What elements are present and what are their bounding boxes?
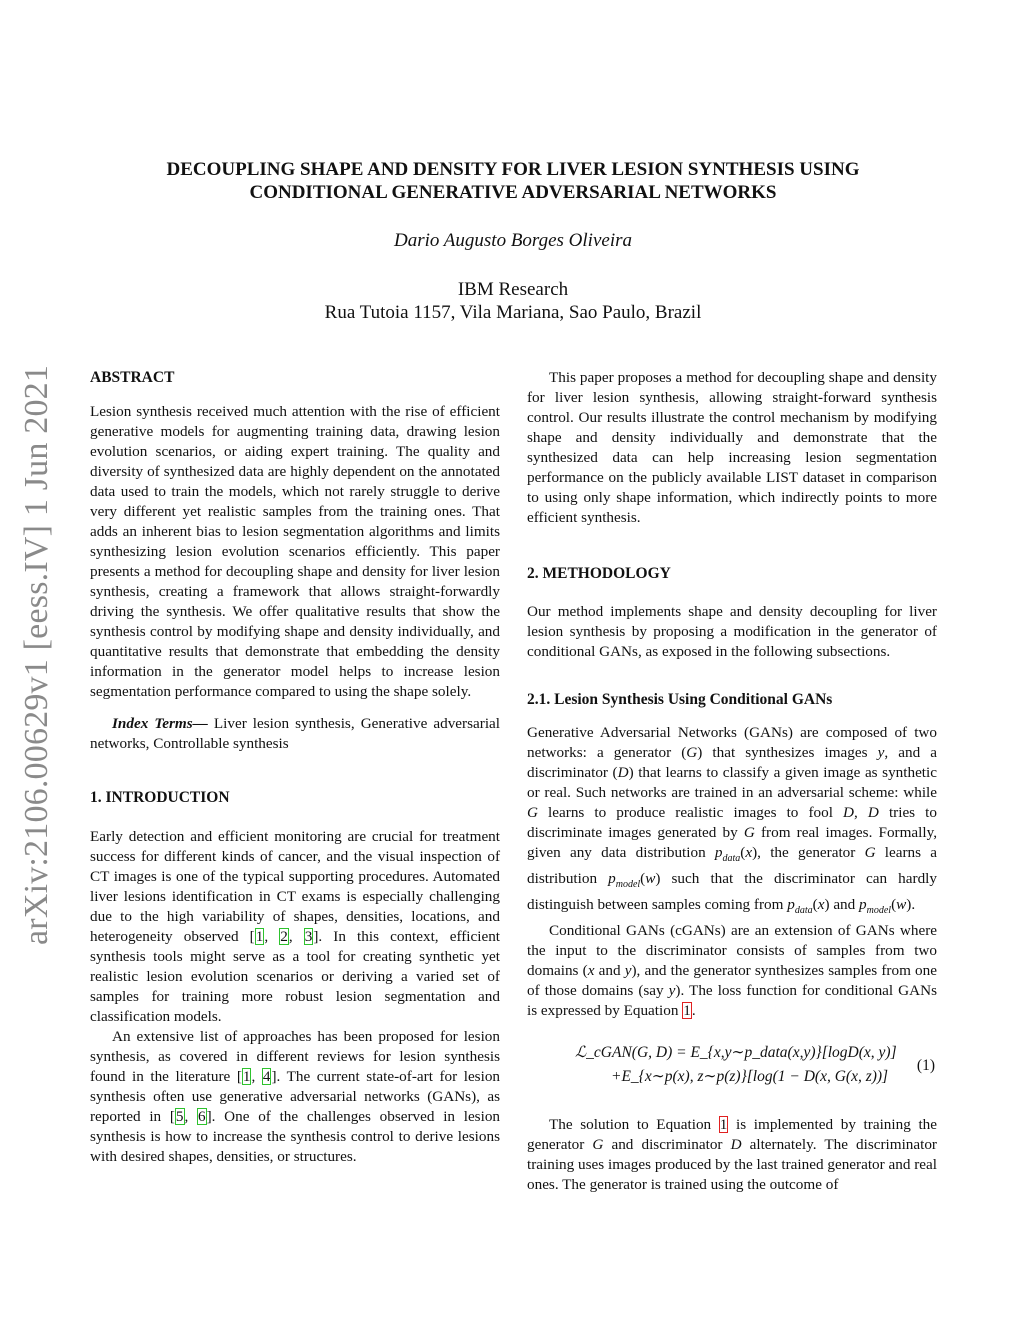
citation-link[interactable]: 2 — [280, 928, 288, 945]
citation-link[interactable]: 4 — [262, 1068, 271, 1085]
equation-1 — [527, 1043, 937, 1097]
right-column — [527, 368, 937, 1195]
introduction-heading: 1. INTRODUCTION — [90, 789, 230, 806]
citation-link[interactable]: 6 — [198, 1108, 206, 1125]
title-line-2: CONDITIONAL GENERATIVE ADVERSARIAL NETWORKS — [249, 182, 777, 203]
abstract-heading: ABSTRACT — [90, 369, 175, 386]
cgan-paragraph: Conditional GANs (cGANs) are an extension of GANs where the input to the discriminator consists of samples from two domains (x and y), and the generator synthesizes samples from one of those domains (say y). The loss function for conditional GANs is expressed by Equation 1. — [527, 922, 937, 1020]
index-terms — [90, 714, 500, 754]
citation-link[interactable]: 1 — [242, 1068, 251, 1085]
equation-link[interactable]: 1 — [683, 1002, 691, 1020]
equation-line-1: ℒ_cGAN(G, D) = E_{x,y∼p_data(x,y)}[logD(x, y)] — [575, 1044, 897, 1062]
left-column — [90, 368, 500, 1167]
equation-line-2: +E_{x∼p(x), z∼p(z)}[log(1 − D(x, G(x, z))] — [611, 1068, 889, 1086]
intro-paragraph-1: Early detection and efficient monitoring are crucial for treatment success for different kinds of cancer, and the visual inspection of CT images is one of the typical supporting procedures. Automated liver lesions identification in CT exams is especially challenging due to the high variability of shapes, densities, locations, and heterogeneity observed [1, 2, 3]. In this context, efficient synthesis tools might serve as a tool for creating synthetic yet realistic lesion evolution scenarios or deriving a varied set of samples for training more robust lesion segmentation and classification models. — [90, 828, 501, 1025]
arxiv-identifier: arXiv:2106.00629v1 [eess.IV] 1 Jun 2021 — [18, 364, 55, 945]
abstract-text: Lesion synthesis received much attention with the rise of efficient generative models for augmenting training data, drawing lesion evolution scenarios, or aiding expert training. The quality and diversity of synthesized data are highly dependent on the annotated data used to train the models, which not rarely struggle to derive very different yet realistic samples from the training ones. That adds an inherent bias to lesion segmentation algorithms and limits synthesizing lesion evolution scenarios efficiently. This paper presents a method for decoupling shape and density for liver lesion synthesis, creating a framework that allows straight-forwardly driving the synthesis. We offer qualitative results that show the synthesis control by modifying shape and density individually, and quantitative results that demonstrate that embedding the density information in the generator model helps to increase lesion segmentation performance compared to using the shape solely. — [90, 403, 500, 700]
affiliation-org: IBM Research — [457, 279, 569, 300]
citation-link[interactable]: 5 — [175, 1108, 184, 1125]
citation-link[interactable]: 3 — [304, 928, 313, 945]
subsection-heading: 2.1. Lesion Synthesis Using Conditional GANs — [527, 691, 833, 708]
affiliation-address: Rua Tutoia 1157, Vila Mariana, Sao Paulo, Brazil — [324, 302, 702, 323]
solution-paragraph: The solution to Equation 1 is implemented by training the generator G and discriminator D alternately. The discriminator training uses images produced by the last trained generator and real ones. The generator is trained using the outcome of — [527, 1116, 937, 1194]
intro-paragraph-2: An extensive list of approaches has been proposed for lesion synthesis, as covered in different reviews for lesion synthesis found in the literature [1, 4]. The current state-of-art for lesion synthesis often use generative adversarial networks (GANs), as reported in [5, 6]. One of the challenges observed in lesion synthesis is how to increase the synthesis control to derive lesions with desired shapes, densities, or structures. — [90, 1028, 501, 1165]
index-terms-label: Index Terms— — [112, 715, 208, 732]
equation-link[interactable]: 1 — [719, 1116, 728, 1134]
author-name: Dario Augusto Borges Oliveira — [393, 230, 633, 251]
citation-link[interactable]: 1 — [255, 928, 264, 945]
affiliation — [90, 278, 936, 324]
paper-title — [90, 158, 936, 204]
equation-number: (1) — [916, 1057, 935, 1075]
methodology-paragraph: Our method implements shape and density decoupling for liver lesion synthesis by proposing a modification in the generator of conditional GANs, as exposed in the following subsections. — [527, 603, 937, 660]
intro-continued-paragraph: This paper proposes a method for decoupling shape and density for liver lesion synthesis, allowing straight-forward synthesis control. Our results illustrate the control mechanism by modifying shape and density individually and demonstrate that the synthesized data can help increasing lesion segmentation performance on the publicly available LIST dataset in comparison to using only shape information, which indirectly points to more efficient synthesis. — [527, 369, 937, 526]
gan-paragraph: Generative Adversarial Networks (GANs) are composed of two networks: a generator (G) that synthesizes images y, and a discriminator (D) that learns to classify a given image as synthetic or real. Such networks are trained in an adversarial scheme: while G learns to produce realistic images to fool D, D tries to discriminate images generated by G from real images. Formally, given any data distribution $p_{data}(x)$, the generator G learns a distribution $p_{model}(w)$ such that the discriminator can hardly distinguish between samples coming from $p_{data}(x)$ and $p_{model}(w)$. — [527, 724, 937, 917]
title-line-1: DECOUPLING SHAPE AND DENSITY FOR LIVER LESION SYNTHESIS USING — [166, 159, 860, 180]
index-terms-text: Liver lesion synthesis, Generative adversarial networks, Controllable synthesis — [90, 715, 500, 752]
methodology-heading: 2. METHODOLOGY — [527, 565, 671, 582]
